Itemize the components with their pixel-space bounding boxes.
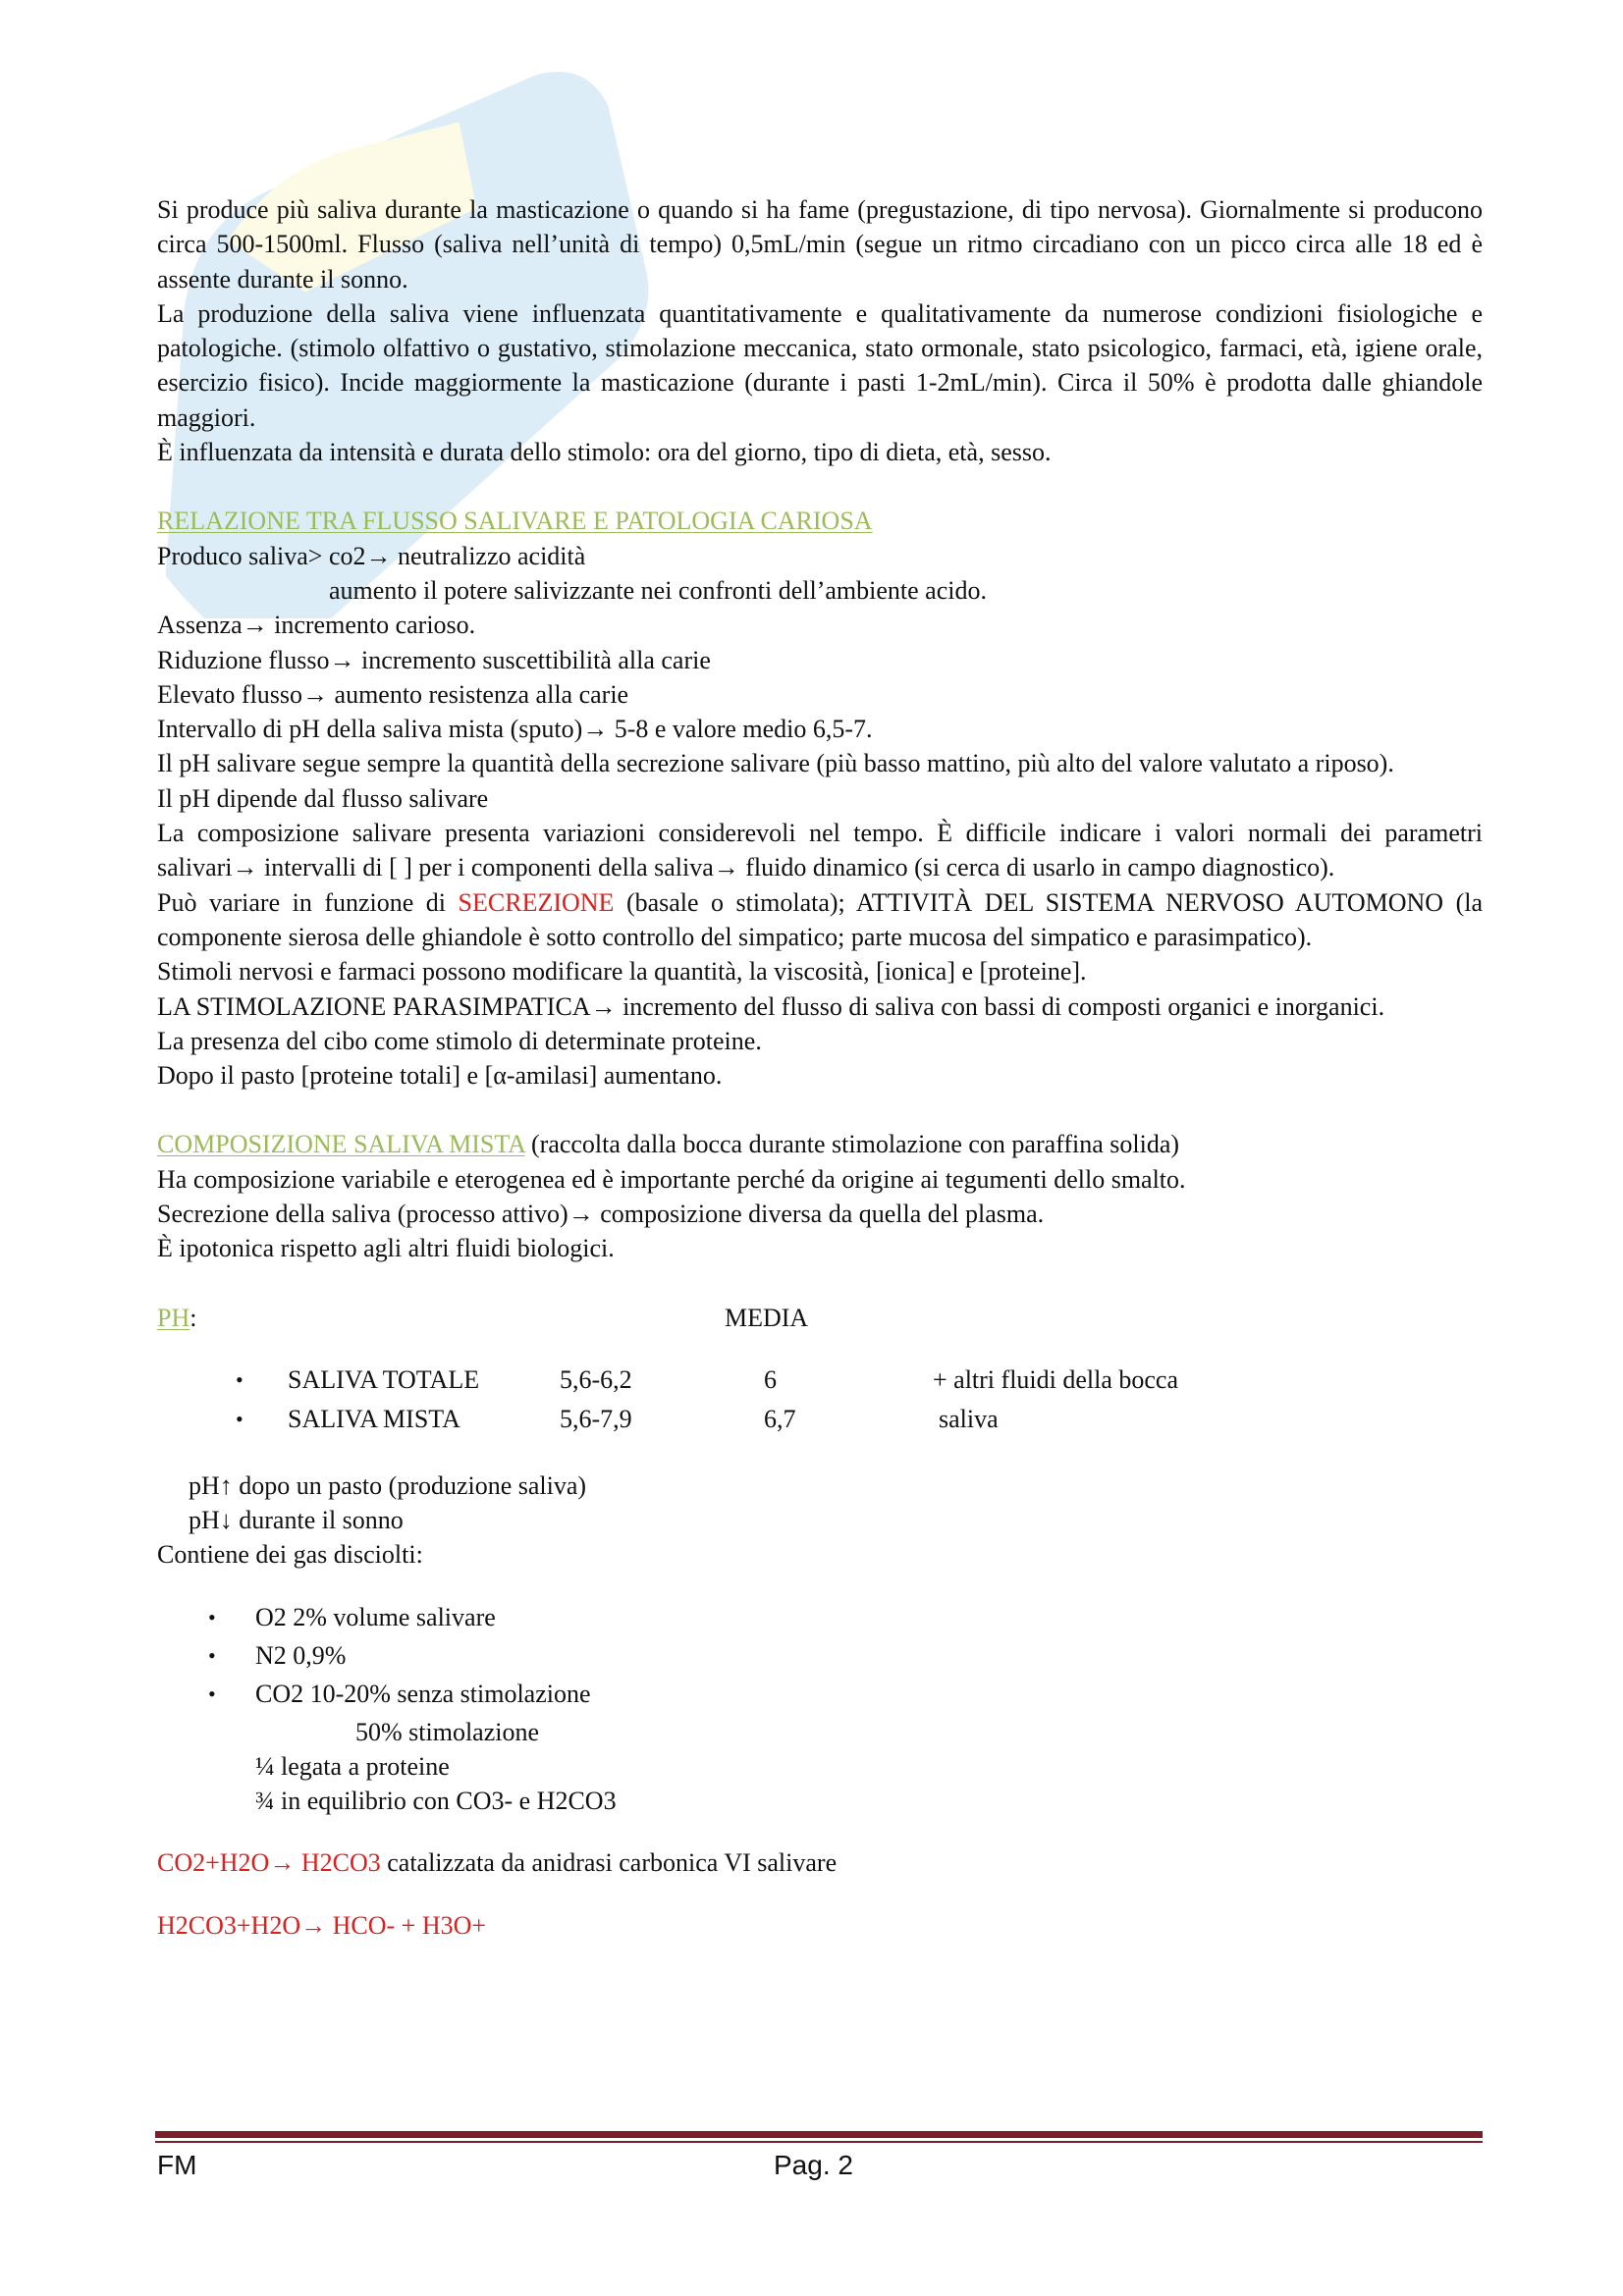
text-line: È ipotonica rispetto agli altri fluidi biologici. bbox=[157, 1234, 615, 1263]
text-line: Assenza→ incremento carioso. bbox=[157, 611, 476, 640]
text-line: Secrezione della saliva (processo attivo)→ composizione diversa da quella del plasma. bbox=[157, 1200, 1045, 1229]
text-paragraph: LA STIMOLAZIONE PARASIMPATICA→ incremento del flusso di saliva con bassi di composti organici e inorganici. bbox=[157, 991, 1385, 1021]
text-fragment: (basale o stimolata); ATTIVITÀ DEL SISTEMA NERVOSO AUTOMONO (la componente sierosa delle ghiandole è sotto controllo del simpatico; parte mucosa del simpatico e parasimpatico). bbox=[157, 887, 1484, 951]
ph-row-mean: 6 bbox=[764, 1364, 777, 1394]
gas-sub-line: ¾ in equilibrio con CO3- e H2CO3 bbox=[255, 1787, 617, 1816]
ph-label-colon: : bbox=[189, 1303, 197, 1332]
section-heading-relazione bbox=[157, 504, 1483, 538]
text-line: Il pH dipende dal flusso salivare bbox=[157, 783, 489, 813]
ph-row-name: SALIVA MISTA bbox=[288, 1404, 460, 1433]
ph-media-header: MEDIA bbox=[725, 1303, 809, 1332]
ph-row-range: 5,6-6,2 bbox=[560, 1364, 632, 1394]
text-line: Riduzione flusso→ incremento suscettibilità alla carie bbox=[157, 645, 711, 674]
reaction-formula: CO2+H2O→ H2CO3 bbox=[157, 1848, 381, 1878]
bullet-icon: • bbox=[236, 1406, 243, 1431]
text-fragment: Può variare in funzione di bbox=[157, 887, 459, 917]
ph-header bbox=[157, 1301, 1483, 1335]
text-line: Contiene dei gas disciolti: bbox=[157, 1540, 423, 1570]
page-number: Pag. 2 bbox=[774, 2150, 853, 2180]
bullet-icon: • bbox=[208, 1681, 216, 1706]
bullet-icon: • bbox=[208, 1642, 216, 1668]
text-line: Dopo il pasto [proteine totali] e [α-amilasi] aumentano. bbox=[157, 1061, 723, 1091]
ph-label bbox=[157, 1301, 196, 1335]
text-line: La presenza del cibo come stimolo di determinate proteine. bbox=[157, 1026, 762, 1055]
section-heading-relazione-text: RELAZIONE TRA FLUSSO SALIVARE E PATOLOGIA CARIOSA bbox=[157, 507, 873, 536]
ph-row-range: 5,6-7,9 bbox=[560, 1404, 632, 1433]
text-line: Elevato flusso→ aumento resistenza alla carie bbox=[157, 679, 629, 709]
ph-row-name: SALIVA TOTALE bbox=[288, 1364, 480, 1394]
footer-rule-thin bbox=[155, 2141, 1483, 2143]
list-item bbox=[208, 1638, 1483, 1677]
text-line: Produco saliva> co2→ neutralizzo acidità bbox=[157, 541, 586, 570]
ph-row-mean: 6,7 bbox=[764, 1404, 796, 1433]
text-paragraph-secrezione bbox=[157, 885, 1483, 955]
section-heading-composizione bbox=[157, 1127, 1483, 1161]
text-line: Stimoli nervosi e farmaci possono modificare la quantità, la viscosità, [ionica] e [proteine]. bbox=[157, 957, 1087, 987]
gas-sub-line: 50% stimolazione bbox=[355, 1717, 540, 1746]
list-item bbox=[208, 1600, 1483, 1638]
reaction-line-1 bbox=[157, 1845, 1483, 1880]
ph-row-note: + altri fluidi della bocca bbox=[933, 1364, 1179, 1394]
text-line: aumento il potere salivizzante nei confronti dell’ambiente acido. bbox=[329, 575, 987, 605]
bullet-icon: • bbox=[236, 1366, 243, 1392]
ph-row-note: saliva bbox=[939, 1404, 999, 1433]
gas-item-text: O2 2% volume salivare bbox=[255, 1602, 496, 1631]
text-line: Intervallo di pH della saliva mista (sputo)→ 5-8 e valore medio 6,5-7. bbox=[157, 715, 873, 744]
intro-paragraph-2: La produzione della saliva viene influenzata quantitativamente e qualitativamente da numerose condizioni fisiologiche e patologiche. (stimolo olfattivo o gustativo, stimolazione meccanica, stato ormonale, stato psicologico, farmaci, età, igiene orale, esercizio fisico). Incide maggiormente la masticazione (durante i pasti 1-2mL/min). Circa il 50% è prodotta dalle ghiandole maggiori. bbox=[157, 298, 1483, 432]
bullet-icon: • bbox=[208, 1604, 216, 1629]
gas-item-text: CO2 10-20% senza stimolazione bbox=[255, 1679, 591, 1708]
gas-item-text: N2 0,9% bbox=[255, 1640, 347, 1670]
list-item bbox=[208, 1677, 1483, 1715]
section-heading-suffix: (raccolta dalla bocca durante stimolazione con paraffina solida) bbox=[524, 1130, 1180, 1159]
gas-list bbox=[208, 1600, 1483, 1819]
reaction-line-2 bbox=[157, 1908, 1483, 1943]
ph-table-row bbox=[157, 1402, 1483, 1441]
document-body bbox=[157, 192, 1483, 1943]
text-paragraph: Il pH salivare segue sempre la quantità della secrezione salivare (più basso mattino, più alto del valore valutato a riposo). bbox=[157, 749, 1394, 778]
text-line: Ha composizione variabile e eterogenea ed è importante perché da origine ai tegumenti dello smalto. bbox=[157, 1164, 1186, 1194]
text-paragraph: La composizione salivare presenta variazioni considerevoli nel tempo. È difficile indicare i valori normali dei parametri salivari→ intervalli di [ ] per i componenti della saliva→ fluido dinamico (si cerca di usarlo in campo diagnostico). bbox=[157, 819, 1483, 882]
intro-paragraph-1: Si produce più saliva durante la masticazione o quando si ha fame (pregustazione, di tipo nervosa). Giornalmente si producono circa 500-1500ml. Flusso (saliva nell’unità di tempo) 0,5mL/min (segue un ritmo circadiano con un picco circa alle 18 ed è assente durante il sonno. bbox=[157, 195, 1483, 294]
reaction-formula: H2CO3+H2O→ HCO- + H3O+ bbox=[157, 1910, 487, 1940]
secrezione-highlight: SECREZIONE bbox=[458, 887, 615, 917]
section-heading-composizione-text: COMPOSIZIONE SALIVA MISTA bbox=[157, 1130, 525, 1159]
text-line: pH↑ dopo un pasto (produzione saliva) bbox=[189, 1470, 587, 1500]
text-line: pH↓ durante il sonno bbox=[189, 1505, 404, 1534]
footer-author: FM bbox=[157, 2150, 197, 2180]
gas-sub-line: ¼ legata a proteine bbox=[255, 1751, 450, 1781]
ph-label-text: PH bbox=[157, 1303, 190, 1332]
reaction-note: catalizzata da anidrasi carbonica VI salivare bbox=[380, 1848, 838, 1878]
ph-table-row bbox=[157, 1362, 1483, 1402]
intro-paragraph-3: È influenzata da intensità e durata dello stimolo: ora del giorno, tipo di dieta, età, sesso. bbox=[157, 438, 1052, 467]
footer-rule bbox=[155, 2131, 1483, 2138]
